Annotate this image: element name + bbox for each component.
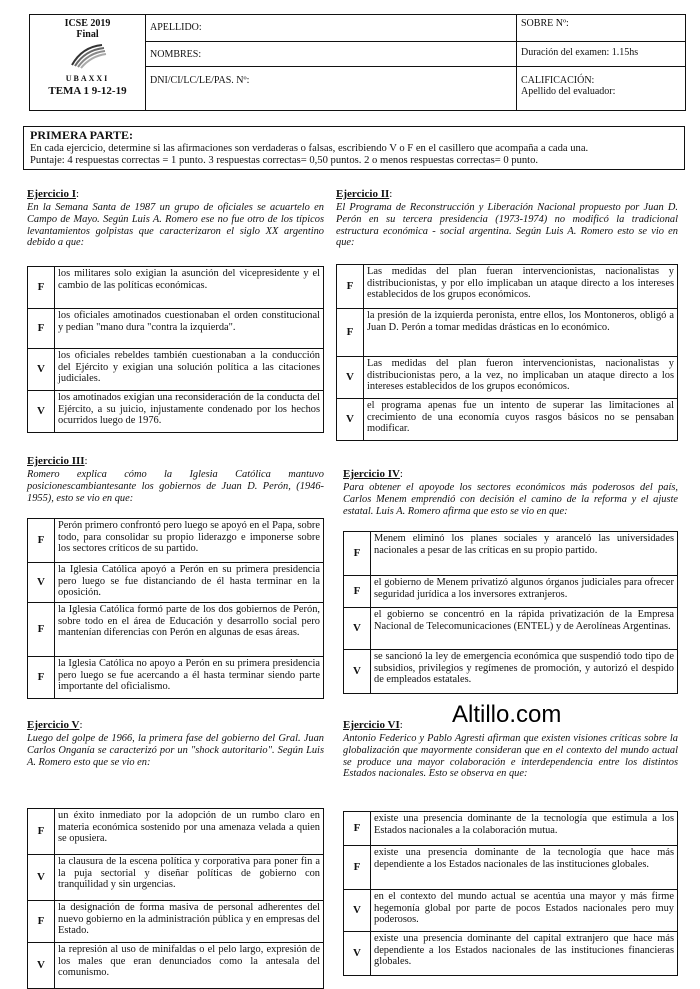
evaluador-label: Apellido del evaluador:: [521, 86, 616, 97]
exercise-title: Ejercicio I: [27, 188, 76, 200]
exercise-title: Ejercicio V: [27, 719, 80, 731]
answer-table-6: [343, 811, 678, 976]
uba-logo-icon: [68, 43, 108, 69]
exercise-3: Ejercicio III: Romero explica cómo la Iglesia Católica mantuvo posicionescambiantesante los gobiernos de Juan D. Perón, (1946-1955), esto se vio en que:: [27, 455, 324, 504]
answer-table-5: [27, 808, 324, 989]
answer-box[interactable]: V: [344, 932, 371, 976]
exam-header: [29, 14, 686, 111]
dni-field[interactable]: DNI/CI/LC/LE/PAS. Nº:: [146, 67, 517, 111]
statement: Perón primero confrontó pero luego se apoyó en el Papa, sobre todo, para consolidar su propio liderazgo e imponerse sobre los sectores críticos de su partido.: [55, 519, 324, 563]
statement: Menem eliminó los planes sociales y aranceló las universidades nacionales a pesar de las críticas en su propio partido.: [371, 532, 678, 576]
answer-box[interactable]: F: [337, 265, 364, 309]
exercise-title: Ejercicio II: [336, 188, 390, 200]
tema-label: TEMA 1 9-12-19: [48, 85, 127, 97]
answer-box[interactable]: F: [28, 267, 55, 309]
statement: los oficiales amotinados cuestionaban el orden constitucional y pedian "mano dura "contra la izquierda".: [55, 309, 324, 349]
statement: se sancionó la ley de emergencia económica que suspendió todo tipo de subsidios, privilegios y regímenes de promoción, y autorizó el despido de empleados estatales.: [371, 650, 678, 694]
exercise-prompt: Luego del golpe de 1966, la primera fase del gobierno del Gral. Juan Carlos Onganía se caracterizó por un "shock autoritario". Según Luis A. Romero esto que se vio en:: [27, 733, 324, 768]
answer-box[interactable]: V: [28, 855, 55, 901]
answer-box[interactable]: F: [344, 846, 371, 890]
statement: existe una presencia dominante de la tecnología que estimula a los Estados nacionales a la colaboración mutua.: [371, 812, 678, 846]
statement: los oficiales rebeldes también cuestionaban a la conducción del Ejército y exigian una solución política a las citaciones judiciales.: [55, 349, 324, 391]
exercise-prompt: Para obtener el apoyode los sectores económicos más poderosos del país, Carlos Menem emprendió con decisión el camino de la reforma y el ajuste estatal. Luis A. Romero afirma que esto se vio en que:: [343, 482, 678, 517]
exercise-4: Ejercicio IV: Para obtener el apoyode los sectores económicos más poderosos del país, Carlos Menem emprendió con decisión el camino de la reforma y el ajuste estatal. Luis A. Romero afirma que esto se vio en que:: [343, 468, 678, 517]
sobre-field[interactable]: SOBRE Nº:: [517, 15, 686, 42]
course-title: ICSE 2019: [64, 18, 111, 29]
statement: la presión de la izquierda peronista, entre ellos, los Montoneros, obligó a Juan D. Perón a tomar medidas drásticas en lo económico.: [364, 309, 678, 357]
statement: la represión al uso de minifaldas o el pelo largo, expresión de los males que eran denunciados como la antesala del comunismo.: [55, 943, 324, 989]
statement: la clausura de la escena política y corporativa para poner fin a la puja sectorial y diseñar políticas de gobierno con tranquilidad y sin urgencias.: [55, 855, 324, 901]
primera-parte-box: [23, 126, 685, 170]
answer-table-4: [343, 531, 678, 694]
statement: los amotinados exigian una reconsideración de la conducta del Ejército, a su juicio, injustamente condenado por los hechos ocurridos luego de 1976.: [55, 391, 324, 433]
primera-parte-title: PRIMERA PARTE:: [30, 128, 134, 142]
statement: el gobierno se concentró en la rápida privatización de la Empresa Nacional de Telecomunicaciones (ENTEL) y de Aerolíneas Argentinas.: [371, 608, 678, 650]
statement: la Iglesia Católica no apoyo a Perón en su primera presidencia pero luego se fue acercando a él hasta terminar siendo parte importante del oficialismo.: [55, 657, 324, 699]
exercise-prompt: En la Semana Santa de 1987 un grupo de oficiales se acuartelo en Campo de Mayo. Según Luis A. Romero ese no fue otro de los típicos levantamientos golpistas que caracterizaron el siglo XX argentino debido a que:: [27, 202, 324, 249]
answer-table-2: [336, 264, 678, 441]
statement: los militares solo exigian la asunción del vicepresidente y el cambio de las políticas económicas.: [55, 267, 324, 309]
answer-box[interactable]: F: [28, 809, 55, 855]
answer-box[interactable]: F: [28, 519, 55, 563]
answer-box[interactable]: V: [337, 357, 364, 399]
answer-box[interactable]: F: [28, 309, 55, 349]
apellido-field[interactable]: APELLIDO:: [146, 15, 517, 42]
exercise-6: Ejercicio VI: Antonio Federico y Pablo Agresti afirman que existen visiones críticas sobre la globalización que mayormente consideran que en el contexto del mundo actual se produce una mayor colaboración e interdependencia entre los distintos Estados nacionales. Esto se observa en que:: [343, 719, 678, 780]
statement: Las medidas del plan fueron intervencionistas, nacionalistas y distribucionistas pero, a la vez, no implicaban un ataque directo a los intereses establecidos de los grupos económicos.: [364, 357, 678, 399]
answer-box[interactable]: V: [337, 399, 364, 441]
scoring-text: Puntaje: 4 respuestas correctas = 1 punto. 3 respuestas correctas= 0,50 puntos. 2 o menos respuestas correctas= 0 punto.: [30, 155, 539, 167]
statement: el gobierno de Menem privatizó algunos órganos judiciales para ofrecer seguridad jurídica a los inversores extranjeros.: [371, 576, 678, 608]
answer-table-1: [27, 266, 324, 433]
logo-word: UBAXXI: [65, 74, 110, 83]
exercise-title: Ejercicio IV: [343, 468, 400, 480]
answer-box[interactable]: F: [337, 309, 364, 357]
exercise-2: Ejercicio II: El Programa de Reconstrucción y Liberación Nacional propuesto por Juan D. Perón en su tercera presidencia (1973-1974) no modificó la tradicional estructura económica - social argentina. Según Luis A. Romero esto se vio en que:: [336, 188, 678, 249]
exercise-5: Ejercicio V: Luego del golpe de 1966, la primera fase del gobierno del Gral. Juan Carlos Onganía se caracterizó por un "shock autoritario". Según Luis A. Romero esto que se vio en:: [27, 719, 324, 768]
answer-box[interactable]: V: [28, 391, 55, 433]
exam-type: Final: [76, 29, 99, 40]
answer-table-3: [27, 518, 324, 699]
statement: la Iglesia Católica formó parte de los dos gobiernos de Perón, sobre todo en el área de Educación y desarrollo social pero mantenían diferencias con Perón en algunas de esas áreas.: [55, 603, 324, 657]
statement: la Iglesia Católica apoyó a Perón en su primera presidencia pero luego se fue distanciando de él hasta terminar en la oposición.: [55, 563, 324, 603]
exercise-title: Ejercicio III: [27, 455, 85, 467]
answer-box[interactable]: F: [28, 901, 55, 943]
exercise-prompt: El Programa de Reconstrucción y Liberación Nacional propuesto por Juan D. Perón en su tercera presidencia (1973-1974) no modificó la tradicional estructura económica - social argentina. Según Luis A. Romero esto se vio en que:: [336, 202, 678, 249]
statement: la designación de forma masiva de personal adherentes del nuevo gobierno en la administración pública y en empresas del Estado.: [55, 901, 324, 943]
statement: el programa apenas fue un intento de superar las limitaciones al crecimiento de una economía cuyos rasgos básicos no se pensaban modificar.: [364, 399, 678, 441]
duracion-label: Duración del examen: 1.15hs: [517, 42, 686, 67]
statement: existe una presencia dominante de la tecnología que hace más dependiente a los Estados nacionales de las instituciones globales.: [371, 846, 678, 890]
statement: en el contexto del mundo actual se acentúa una mayor y más firme hegemonía global por parte de pocos Estados nacionales pero muy poderosos.: [371, 890, 678, 932]
statement: un éxito inmediato por la adopción de un rumbo claro en materia económica sostenido por una amenaza velada a quien se opusiera.: [55, 809, 324, 855]
answer-box[interactable]: V: [344, 890, 371, 932]
exercise-title: Ejercicio VI: [343, 719, 400, 731]
answer-box[interactable]: F: [344, 576, 371, 608]
statement: existe una presencia dominante del capital extranjero que hace más dependiente a los Estados nacionales de las instituciones financieras globales.: [371, 932, 678, 976]
answer-box[interactable]: F: [344, 812, 371, 846]
calificacion-cell[interactable]: [517, 67, 686, 111]
nombres-field[interactable]: NOMBRES:: [146, 42, 517, 67]
answer-box[interactable]: V: [344, 608, 371, 650]
instructions-text: En cada ejercicio, determine si las afirmaciones son verdaderas o falsas, escribiendo V o F en el casillero que acompaña a cada una.: [30, 143, 589, 155]
answer-box[interactable]: V: [344, 650, 371, 694]
exercise-1: Ejercicio I: En la Semana Santa de 1987 un grupo de oficiales se acuartelo en Campo de Mayo. Según Luis A. Romero ese no fue otro de los típicos levantamientos golpistas que caracterizaron el siglo XX argentino debido a que:: [27, 188, 324, 249]
answer-box[interactable]: V: [28, 563, 55, 603]
exercise-prompt: Antonio Federico y Pablo Agresti afirman que existen visiones críticas sobre la globalización que mayormente consideran que en el contexto del mundo actual se produce una mayor colaboración e interdependencia entre los distintos Estados nacionales. Esto se observa en que:: [343, 733, 678, 780]
altillo-watermark: Altillo.com: [452, 701, 562, 728]
answer-box[interactable]: V: [28, 349, 55, 391]
answer-box[interactable]: F: [344, 532, 371, 576]
answer-box[interactable]: F: [28, 603, 55, 657]
statement: Las medidas del plan fueran intervencionistas, nacionalistas y distribucionistas, y por ello implicaban un ataque directo a los intereses establecidos de los grupos económicos.: [364, 265, 678, 309]
answer-box[interactable]: V: [28, 943, 55, 989]
logo-cell: [30, 15, 146, 111]
calificacion-label: CALIFICACIÓN:: [521, 75, 595, 86]
answer-box[interactable]: F: [28, 657, 55, 699]
exercise-prompt: Romero explica cómo la Iglesia Católica mantuvo posicionescambiantesante los gobiernos de Juan D. Perón, (1946-1955), esto se vio en que:: [27, 469, 324, 504]
